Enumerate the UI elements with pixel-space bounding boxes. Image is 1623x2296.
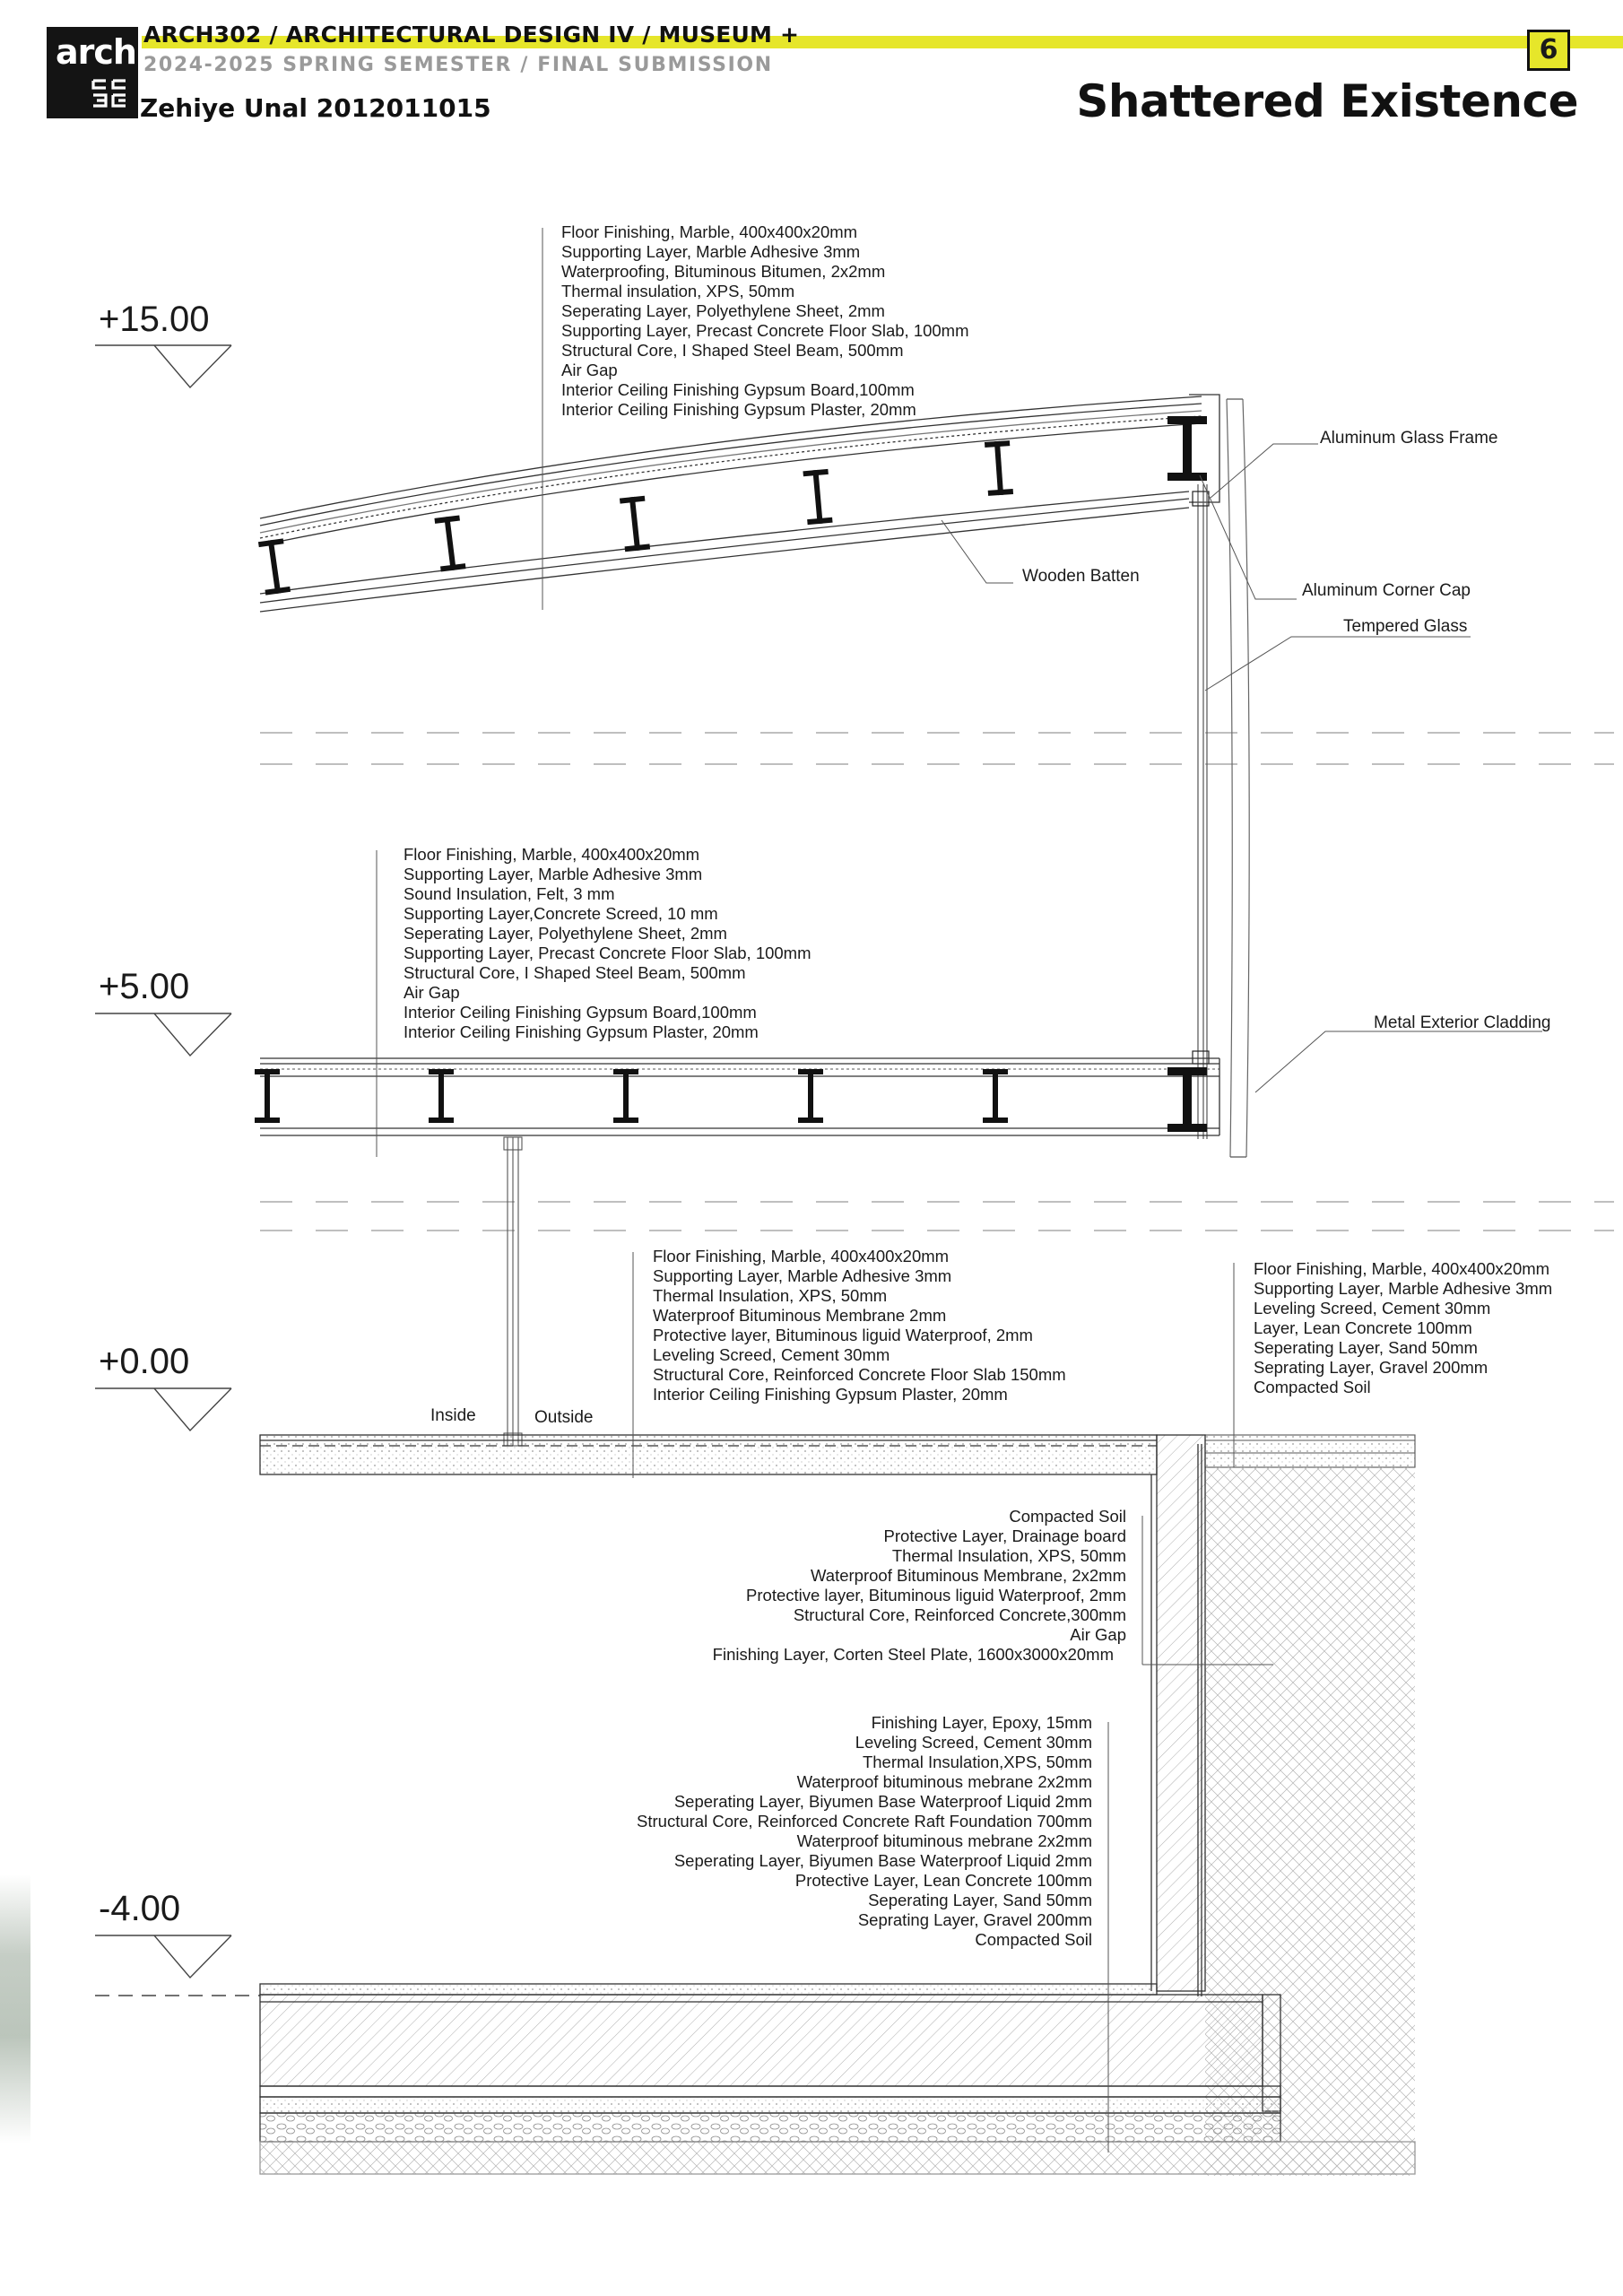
level-label-15: +15.00 [99,300,210,339]
retaining-wall-layer: Thermal Insulation, XPS, 50mm [891,1546,1126,1565]
retaining-wall-layer: Protective layer, Bituminous liguid Waterproof, 2mm [746,1586,1126,1605]
exterior-ground-layer-notes [1254,1259,1552,1397]
ground-slab-layer: Structural Core, Reinforced Concrete Floor Slab 150mm [653,1365,1066,1384]
floor-5-layer: Supporting Layer,Concrete Screed, 10 mm [404,904,718,923]
ground-slab-layer: Protective layer, Bituminous liguid Waterproof, 2mm [653,1326,1033,1344]
foundation-layer: Waterproof bituminous mebrane 2x2mm [796,1831,1092,1850]
retaining-wall-layer: Air Gap [1070,1625,1126,1644]
floor-5-layer: Interior Ceiling Finishing Gypsum Plaster, 20mm [404,1022,759,1041]
ground-slab-layer: Thermal Insulation, XPS, 50mm [653,1286,888,1305]
foundation-layer: Protective Layer, Lean Concrete 100mm [794,1871,1092,1890]
roof-layer: Waterproofing, Bituminous Bitumen, 2x2mm [561,262,886,281]
foundation-layer: Compacted Soil [975,1930,1092,1949]
exterior-ground-layer: Seprating Layer, Gravel 200mm [1254,1358,1488,1377]
retaining-wall-layer: Protective Layer, Drainage board [883,1526,1126,1545]
roof-layer: Interior Ceiling Finishing Gypsum Board,100mm [561,380,915,399]
level-label-0: +0.00 [99,1342,190,1381]
roof-layer: Thermal insulation, XPS, 50mm [561,282,795,300]
callout-metal-exterior-cladding: Metal Exterior Cladding [1374,1013,1551,1032]
retaining-wall-layer: Finishing Layer, Corten Steel Plate, 1600x3000x20mm [712,1645,1114,1664]
foundation-layer: Thermal Insulation,XPS, 50mm [862,1752,1092,1771]
floor-5-layer-notes [404,845,812,1042]
callout-aluminum-glass-frame: Aluminum Glass Frame [1320,429,1498,448]
ground-slab-layer: Interior Ceiling Finishing Gypsum Plaster, 20mm [653,1385,1008,1404]
ground-slab-layer-notes [653,1247,1066,1405]
raft-foundation [260,1984,1415,2174]
floor-5-beams [255,1067,1207,1132]
foundation-layer: Seprating Layer, Gravel 200mm [857,1910,1092,1929]
foundation-layer: Seperating Layer, Biyumen Base Waterproof Liquid 2mm [673,1792,1092,1811]
sheet-title: Shattered Existence [1076,75,1578,127]
exterior-ground-layer: Compacted Soil [1254,1378,1371,1396]
floor-5-layer: Supporting Layer, Precast Concrete Floor Slab, 100mm [404,944,812,962]
exterior-ground-layer: Supporting Layer, Marble Adhesive 3mm [1254,1279,1553,1298]
exterior-ground-layer: Floor Finishing, Marble, 400x400x20mm [1254,1259,1550,1278]
level-markers [95,345,260,1996]
level-label-5: +5.00 [99,967,190,1006]
roof-layer: Supporting Layer, Marble Adhesive 3mm [561,242,861,261]
floor-5-layer: Seperating Layer, Polyethylene Sheet, 2mm [404,924,727,943]
ground-slab-layer: Floor Finishing, Marble, 400x400x20mm [653,1247,950,1265]
foundation-layer: Leveling Screed, Cement 30mm [855,1733,1092,1752]
callout-wooden-batten: Wooden Batten [1022,567,1140,586]
callout-aluminum-corner-cap: Aluminum Corner Cap [1302,581,1471,600]
label-outside: Outside [534,1408,594,1427]
ground-slab-layer: Waterproof Bituminous Membrane 2mm [653,1306,947,1325]
roof-layer: Structural Core, I Shaped Steel Beam, 500mm [561,341,904,360]
roof-layer: Supporting Layer, Precast Concrete Floor Slab, 100mm [561,321,969,340]
retaining-wall [1151,1435,1205,1996]
roof-layer-notes [561,222,969,420]
foundation-layer: Seperating Layer, Biyumen Base Waterproof Liquid 2mm [673,1851,1092,1870]
label-inside: Inside [430,1406,476,1425]
retaining-wall-layer: Compacted Soil [1009,1507,1126,1526]
floor-5-layer: Sound Insulation, Felt, 3 mm [404,884,615,903]
ground-slab-layer: Supporting Layer, Marble Adhesive 3mm [653,1266,952,1285]
student-name: Zehiye Unal 2012011015 [140,93,491,123]
facade [1193,399,1249,1157]
course-title: ARCH302 / ARCHITECTURAL DESIGN IV / MUSEUM + [143,22,800,48]
floor-5-slab [260,1058,1219,1135]
roof-layer: Air Gap [561,361,618,379]
foundation-layer: Structural Core, Reinforced Concrete Raft Foundation 700mm [637,1812,1092,1831]
floor-5-layer: Air Gap [404,983,460,1002]
semester-label: 2024-2025 SPRING SEMESTER / FINAL SUBMISSION [143,54,773,76]
floor-5-layer: Structural Core, I Shaped Steel Beam, 500mm [404,963,746,982]
retaining-wall-layer-notes [713,1507,1126,1665]
floor-5-layer: Floor Finishing, Marble, 400x400x20mm [404,845,700,864]
interior-glass-wall [504,1137,522,1446]
foundation-layer-notes [637,1713,1092,1950]
callout-tempered-glass: Tempered Glass [1343,617,1468,636]
exterior-ground-layer: Leveling Screed, Cement 30mm [1254,1299,1491,1318]
ground-slab-layer: Leveling Screed, Cement 30mm [653,1345,890,1364]
logo-label: arch [56,32,136,72]
page-number-badge: 6 [1527,30,1570,71]
foundation-layer: Waterproof bituminous mebrane 2x2mm [796,1772,1092,1791]
floor-5-layer: Supporting Layer, Marble Adhesive 3mm [404,865,703,883]
retaining-wall-layer: Waterproof Bituminous Membrane, 2x2mm [811,1566,1126,1585]
floor-5-layer: Interior Ceiling Finishing Gypsum Board,100mm [404,1003,757,1022]
roof-layer: Interior Ceiling Finishing Gypsum Plaster, 20mm [561,400,916,419]
roof-layer: Seperating Layer, Polyethylene Sheet, 2mm [561,301,885,320]
roof-layer: Floor Finishing, Marble, 400x400x20mm [561,222,858,241]
exterior-ground-layer: Layer, Lean Concrete 100mm [1254,1318,1472,1337]
foundation-layer: Finishing Layer, Epoxy, 15mm [871,1713,1092,1732]
exterior-ground-layer: Seperating Layer, Sand 50mm [1254,1338,1478,1357]
level-label-minus4: -4.00 [99,1889,181,1928]
retaining-wall-layer: Structural Core, Reinforced Concrete,300mm [793,1605,1126,1624]
ground-slab [260,1435,1157,1474]
foundation-layer: Seperating Layer, Sand 50mm [868,1891,1092,1909]
